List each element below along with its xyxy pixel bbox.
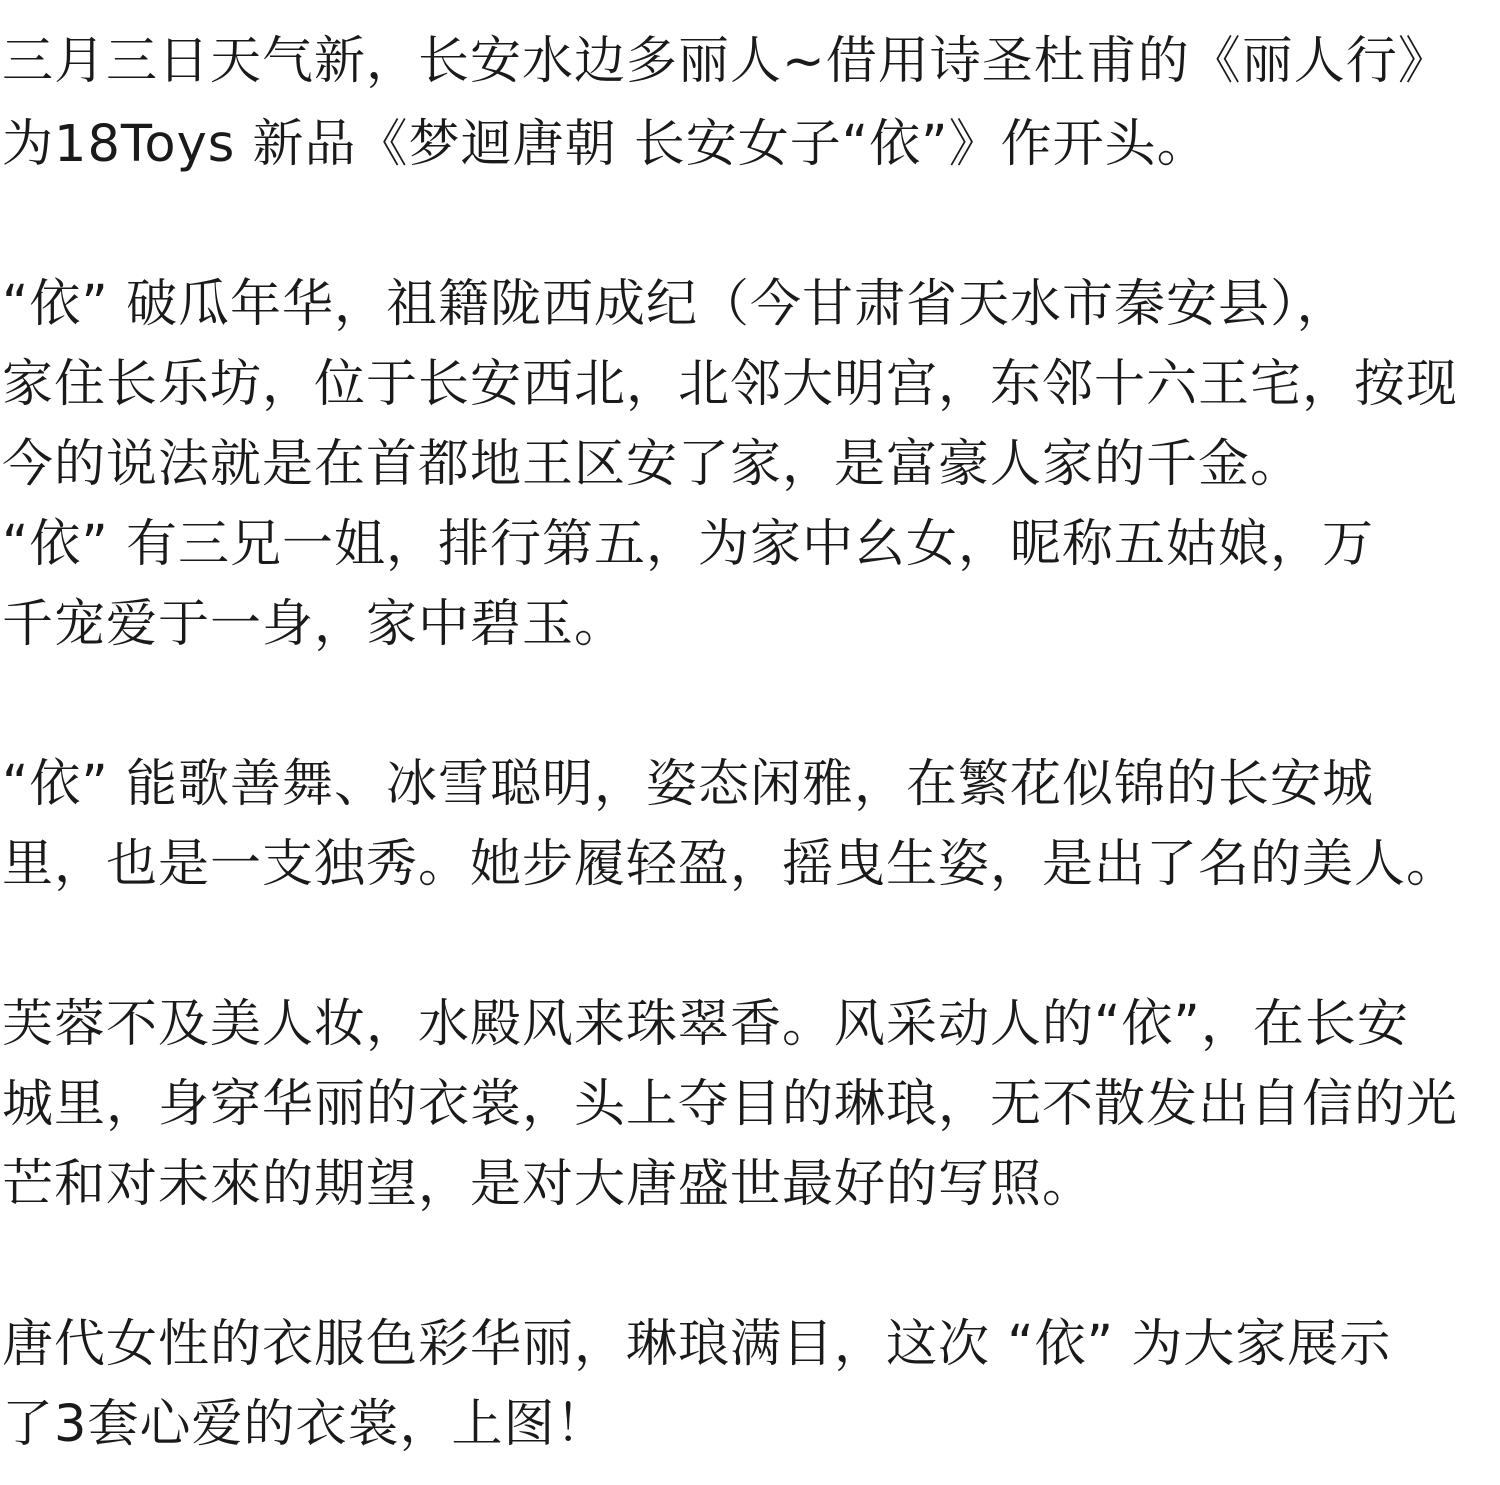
text-line: 了3套心爱的衣裳，上图！ (2, 1395, 608, 1454)
text-line: 今的说法就是在首都地王区安了家，是富豪人家的千金。 (2, 435, 1303, 494)
text-line: “依” 破瓜年华，祖籍陇西成纪（今甘肃省天水市秦安县）， (2, 275, 1349, 334)
text-line: 家住长乐坊，位于长安西北，北邻大明宫，东邻十六王宅，按现 (2, 355, 1459, 414)
text-line: “依” 能歌善舞、冰雪聪明，姿态闲雅，在繁花似锦的长安城 (2, 755, 1375, 814)
text-line: 芙蓉不及美人妆，水殿风来珠翠香。风采动人的“依”，在长安 (2, 995, 1409, 1054)
text-line: 为18Toys 新品《梦迴唐朝 长安女子“依”》作开头。 (2, 115, 1209, 174)
text-line: 唐代女性的衣服色彩华丽，琳琅满目，这次 “依” 为大家展示 (2, 1315, 1392, 1374)
text-line: 城里，身穿华丽的衣裳，头上夺目的琳琅，无不散发出自信的光 (2, 1075, 1459, 1134)
text-line: 里，也是一支独秀。她步履轻盈，摇曳生姿，是出了名的美人。 (2, 835, 1459, 894)
text-line: 芒和对未來的期望，是对大唐盛世最好的写照。 (2, 1155, 1095, 1214)
text-line: “依” 有三兄一姐，排行第五，为家中幺女，昵称五姑娘，万 (2, 515, 1375, 574)
text-line: 三月三日天气新，长安水边多丽人~借用诗圣杜甫的《丽人行》 (2, 32, 1450, 91)
text-line: 千宠爱于一身，家中碧玉。 (2, 595, 627, 654)
